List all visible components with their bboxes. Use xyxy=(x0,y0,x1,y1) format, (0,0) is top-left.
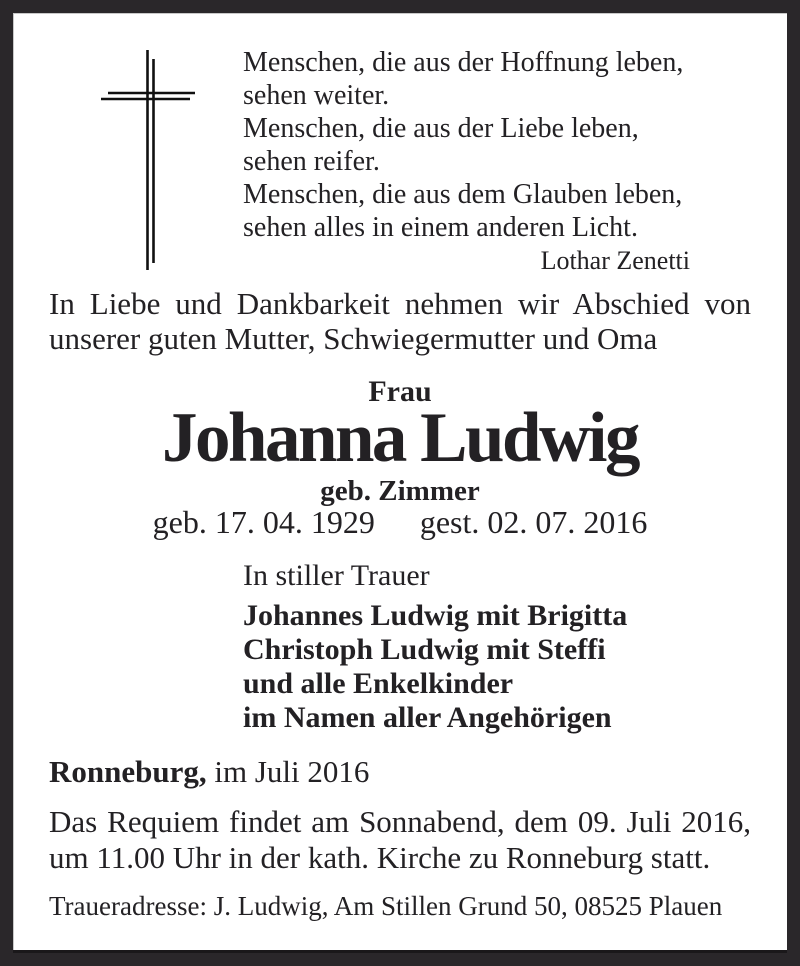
farewell-intro xyxy=(49,286,751,356)
life-dates xyxy=(13,504,787,541)
poem xyxy=(243,46,690,277)
mourning-address: Traueradresse: J. Ludwig, Am Stillen Grund 50, 08525 Plauen xyxy=(49,891,723,921)
poem-line: Menschen, die aus der Liebe leben, xyxy=(243,113,639,144)
poem-line: sehen alles in einem anderen Licht. xyxy=(243,212,638,243)
mourner-line: Christoph Ludwig mit Steffi xyxy=(243,633,606,666)
service-line: um 11.00 Uhr in der kath. Kirche zu Ronneburg statt. xyxy=(49,840,711,875)
death-date: gest. 02. 07. 2016 xyxy=(419,504,648,540)
service-info xyxy=(49,804,751,876)
maiden-name: geb. Zimmer xyxy=(320,475,480,507)
notice-sheet xyxy=(13,13,787,953)
poem-line: Menschen, die aus dem Glauben leben, xyxy=(243,179,683,210)
mourner-line: und alle Enkelkinder xyxy=(243,667,514,700)
poem-line: Menschen, die aus der Hoffnung leben, xyxy=(243,47,684,78)
date: im Juli 2016 xyxy=(206,754,370,789)
service-line: Das Requiem findet am Sonnabend, dem 09. Juli 2016, xyxy=(49,804,751,839)
mourner-line: Johannes Ludwig mit Brigitta xyxy=(243,599,628,632)
salutation: Frau xyxy=(368,375,432,408)
mourner-line: im Namen aller Angehörigen xyxy=(243,701,612,734)
poem-line: sehen weiter. xyxy=(243,80,390,111)
poem-line: sehen reifer. xyxy=(243,146,380,177)
cross-icon xyxy=(95,43,215,283)
farewell-intro-line: unserer guten Mutter, Schwiegermutter und Oma xyxy=(49,321,658,356)
mourning-heading: In stiller Trauer xyxy=(243,559,430,592)
farewell-intro-line: In Liebe und Dankbarkeit nehmen wir Abschied von xyxy=(49,286,751,321)
place: Ronneburg, xyxy=(49,754,207,789)
place-and-date xyxy=(49,754,369,790)
deceased-name: Johanna Ludwig xyxy=(161,399,639,477)
mourners-list xyxy=(243,599,627,735)
birth-date: geb. 17. 04. 1929 xyxy=(152,504,375,540)
poem-attribution: Lothar Zenetti xyxy=(540,246,690,275)
